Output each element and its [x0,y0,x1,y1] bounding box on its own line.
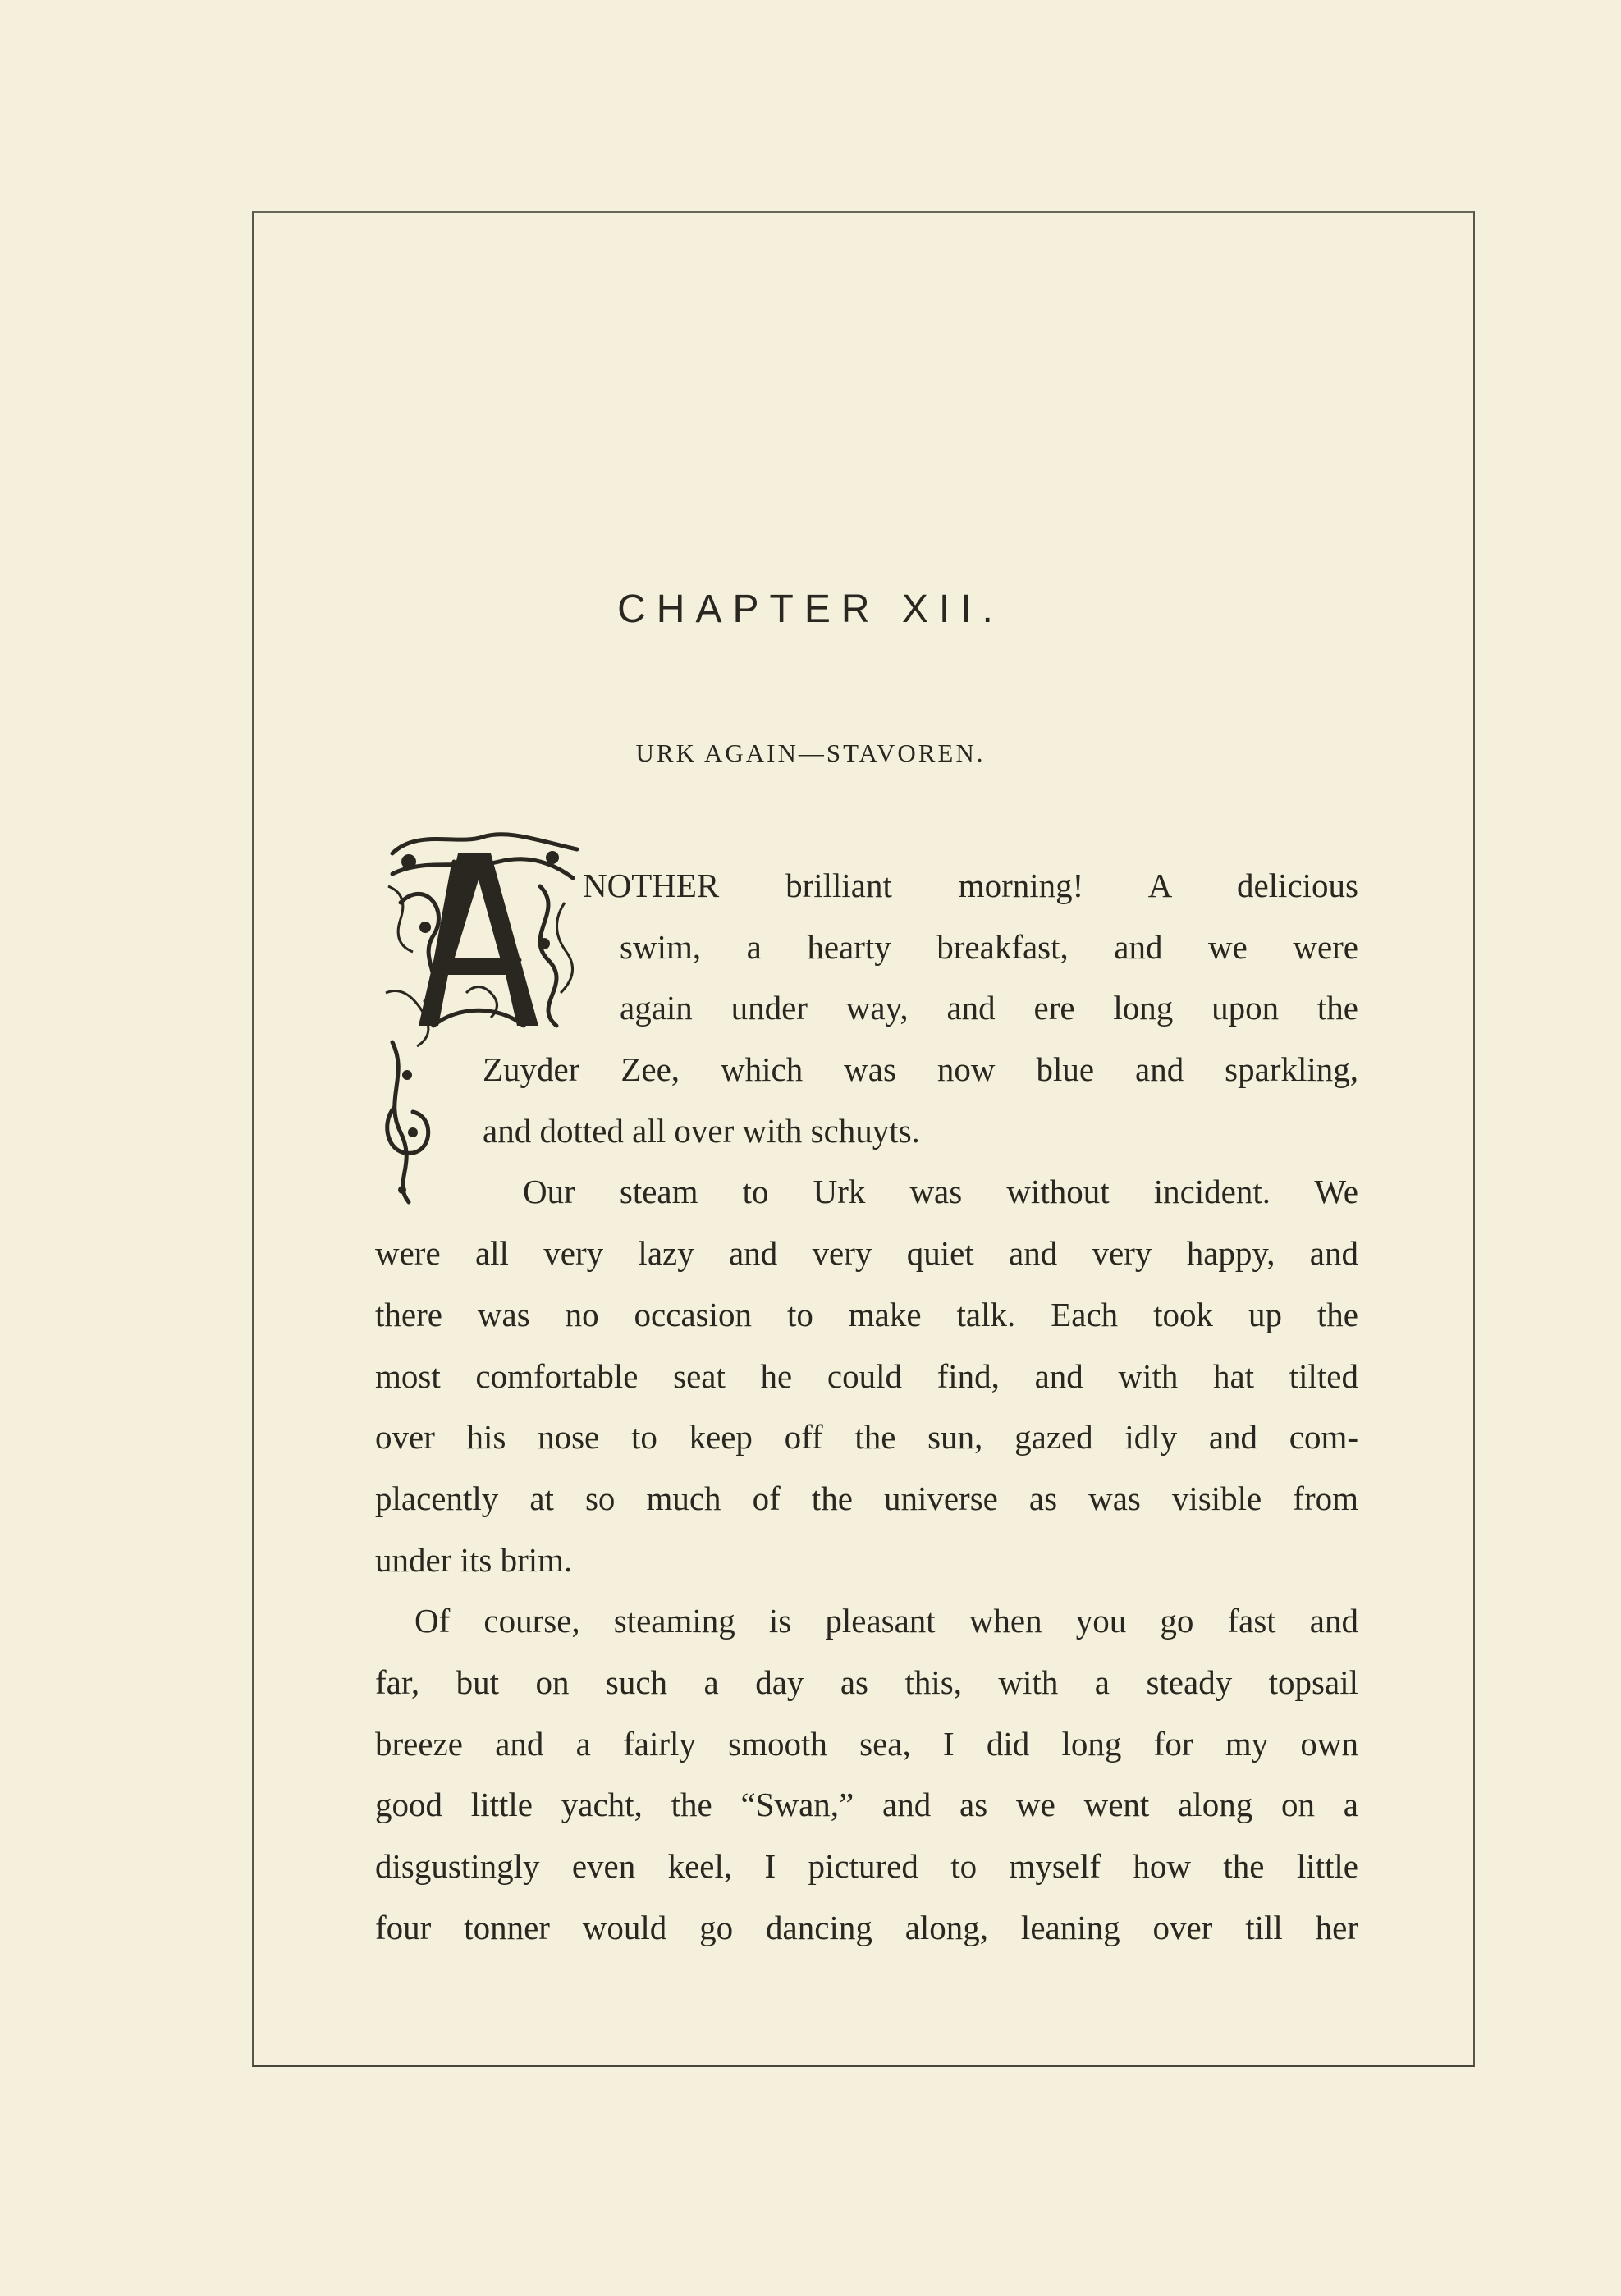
text-line-8: there was no occasion to make talk. Each took up the [375,1296,1358,1333]
text-line-16: good little yacht, the “Swan,” and as we went along on a [375,1786,1358,1823]
chapter-title: CHAPTER XII. [617,588,1004,631]
text-line-5: and dotted all over with schuyts. [483,1112,920,1150]
text-line-10: over his nose to keep off the sun, gazed idly and com- [375,1418,1358,1456]
chapter-subtitle: URK AGAIN—STAVOREN. [635,739,986,767]
text-line-17: disgustingly even keel, I pictured to myself how the little [375,1847,1358,1885]
text-line-14: far, but on such a day as this, with a steady topsail [375,1663,1358,1701]
text-line-15: breeze and a fairly smooth sea, I did long for my own [375,1725,1358,1763]
text-line-4: Zuyder Zee, which was now blue and sparkling, [483,1050,1358,1088]
text-line-2: swim, a hearty breakfast, and we were [620,928,1358,966]
text-line-3: again under way, and ere long upon the [620,989,1358,1027]
text-line-13: Of course, steaming is pleasant when you go fast and [414,1602,1358,1640]
text-line-1: NOTHER brilliant morning! A delicious [583,867,1358,904]
text-line-11: placently at so much of the universe as was visible from [375,1480,1358,1517]
text-line-6: Our steam to Urk was without incident. We [523,1173,1358,1210]
ornamental-initial-a-icon [376,829,581,1206]
text-line-12: under its brim. [375,1541,573,1579]
text-line-9: most comfortable seat he could find, and with hat tilted [375,1357,1358,1395]
text-line-7: were all very lazy and very quiet and very happy, and [375,1234,1358,1272]
text-line-18: four tonner would go dancing along, leaning over till her [375,1909,1358,1946]
